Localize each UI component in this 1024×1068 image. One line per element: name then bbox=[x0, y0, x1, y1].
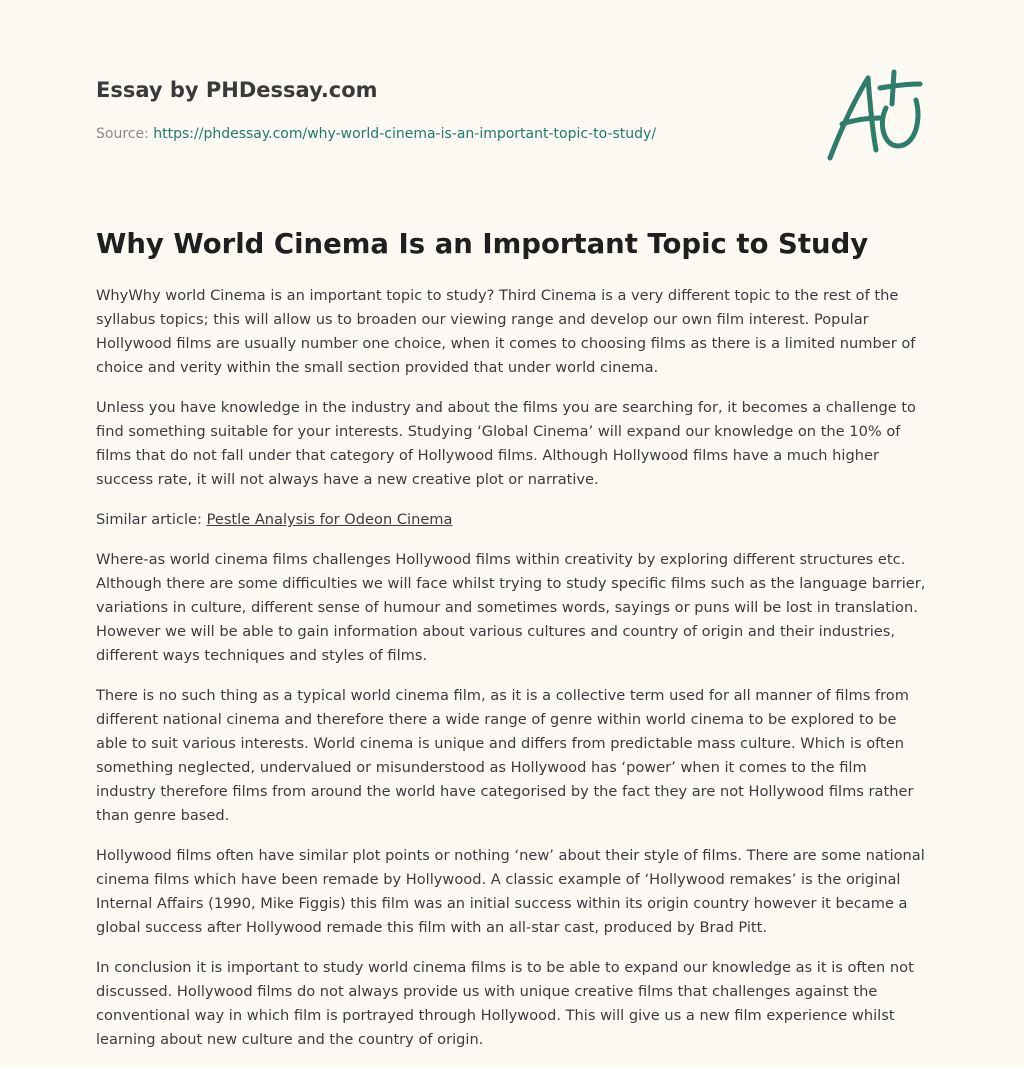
paragraph: WhyWhy world Cinema is an important topic to study? Third Cinema is a very different topic to the rest of the syllabus topics; this will allow us to broaden our viewing range and develop our own film interest. Popular Hollywood films are usually number one choice, when it comes to choosing films as there is a limited number of choice and verity within the small section provided that under world cinema. bbox=[96, 287, 916, 376]
source-line bbox=[96, 124, 856, 144]
similar-article bbox=[96, 508, 928, 532]
similar-article-link[interactable]: Pestle Analysis for Odeon Cinema bbox=[206, 511, 453, 528]
paragraph: Where-as world cinema films challenges Hollywood films within creativity by exploring different structures etc. Although there are some difficulties we will face whilst trying to study specific films such as the language barrier, variations in culture, different sense of humour and sometimes words, sayings or puns will be lost in translation. However we will be able to gain information about various cultures and country of origin and their industries, different ways techniques and styles of films. bbox=[96, 551, 926, 664]
similar-article-label: Similar article: bbox=[96, 511, 202, 528]
essay-body bbox=[96, 284, 928, 1068]
paragraph: In conclusion it is important to study world cinema films is to be able to expand our knowledge as it is often not discussed. Hollywood films do not always provide us with unique creative films that challenges against the conventional way in which film is portrayed through Hollywood. This will give us a new film experience whilst learning about new culture and the country of origin. bbox=[96, 959, 914, 1048]
page-title: Why World Cinema Is an Important Topic to Study bbox=[96, 228, 869, 260]
source-label: Source: bbox=[96, 126, 149, 142]
paragraph: Hollywood films often have similar plot points or nothing ‘new’ about their style of films. There are some national cinema films which have been remade by Hollywood. A classic example of ‘Hollywood remakes’ is the original Internal Affairs (1990, Mike Figgis) this film was an initial success within its origin country however it became a global success after Hollywood remade this film with an all-star cast, produced by Brad Pitt. bbox=[96, 847, 925, 936]
paragraph: There is no such thing as a typical world cinema film, as it is a collective term used for all manner of films from different national cinema and therefore there a wide range of genre within world cinema to be explored to be able to suit various interests. World cinema is unique and differs from predictable mass culture. Which is often something neglected, undervalued or misunderstood as Hollywood has ‘power’ when it comes to the film industry therefore films from around the world have categorised by the fact they are not Hollywood films rather than genre based. bbox=[96, 687, 914, 824]
source-link[interactable]: https://phdessay.com/why-world-cinema-is-an-important-topic-to-study/ bbox=[153, 126, 657, 142]
paragraph: Unless you have knowledge in the industry and about the films you are searching for, it becomes a challenge to find something suitable for your interests. Studying ‘Global Cinema’ will expand our knowledge on the 10% of films that do not fall under that category of Hollywood films. Although Hollywood films have a much higher success rate, it will not always have a new creative plot or narrative. bbox=[96, 399, 916, 488]
site-brand: Essay by PHDessay.com bbox=[96, 78, 378, 102]
a-plus-logo-icon bbox=[818, 64, 930, 168]
page-header bbox=[96, 74, 856, 144]
